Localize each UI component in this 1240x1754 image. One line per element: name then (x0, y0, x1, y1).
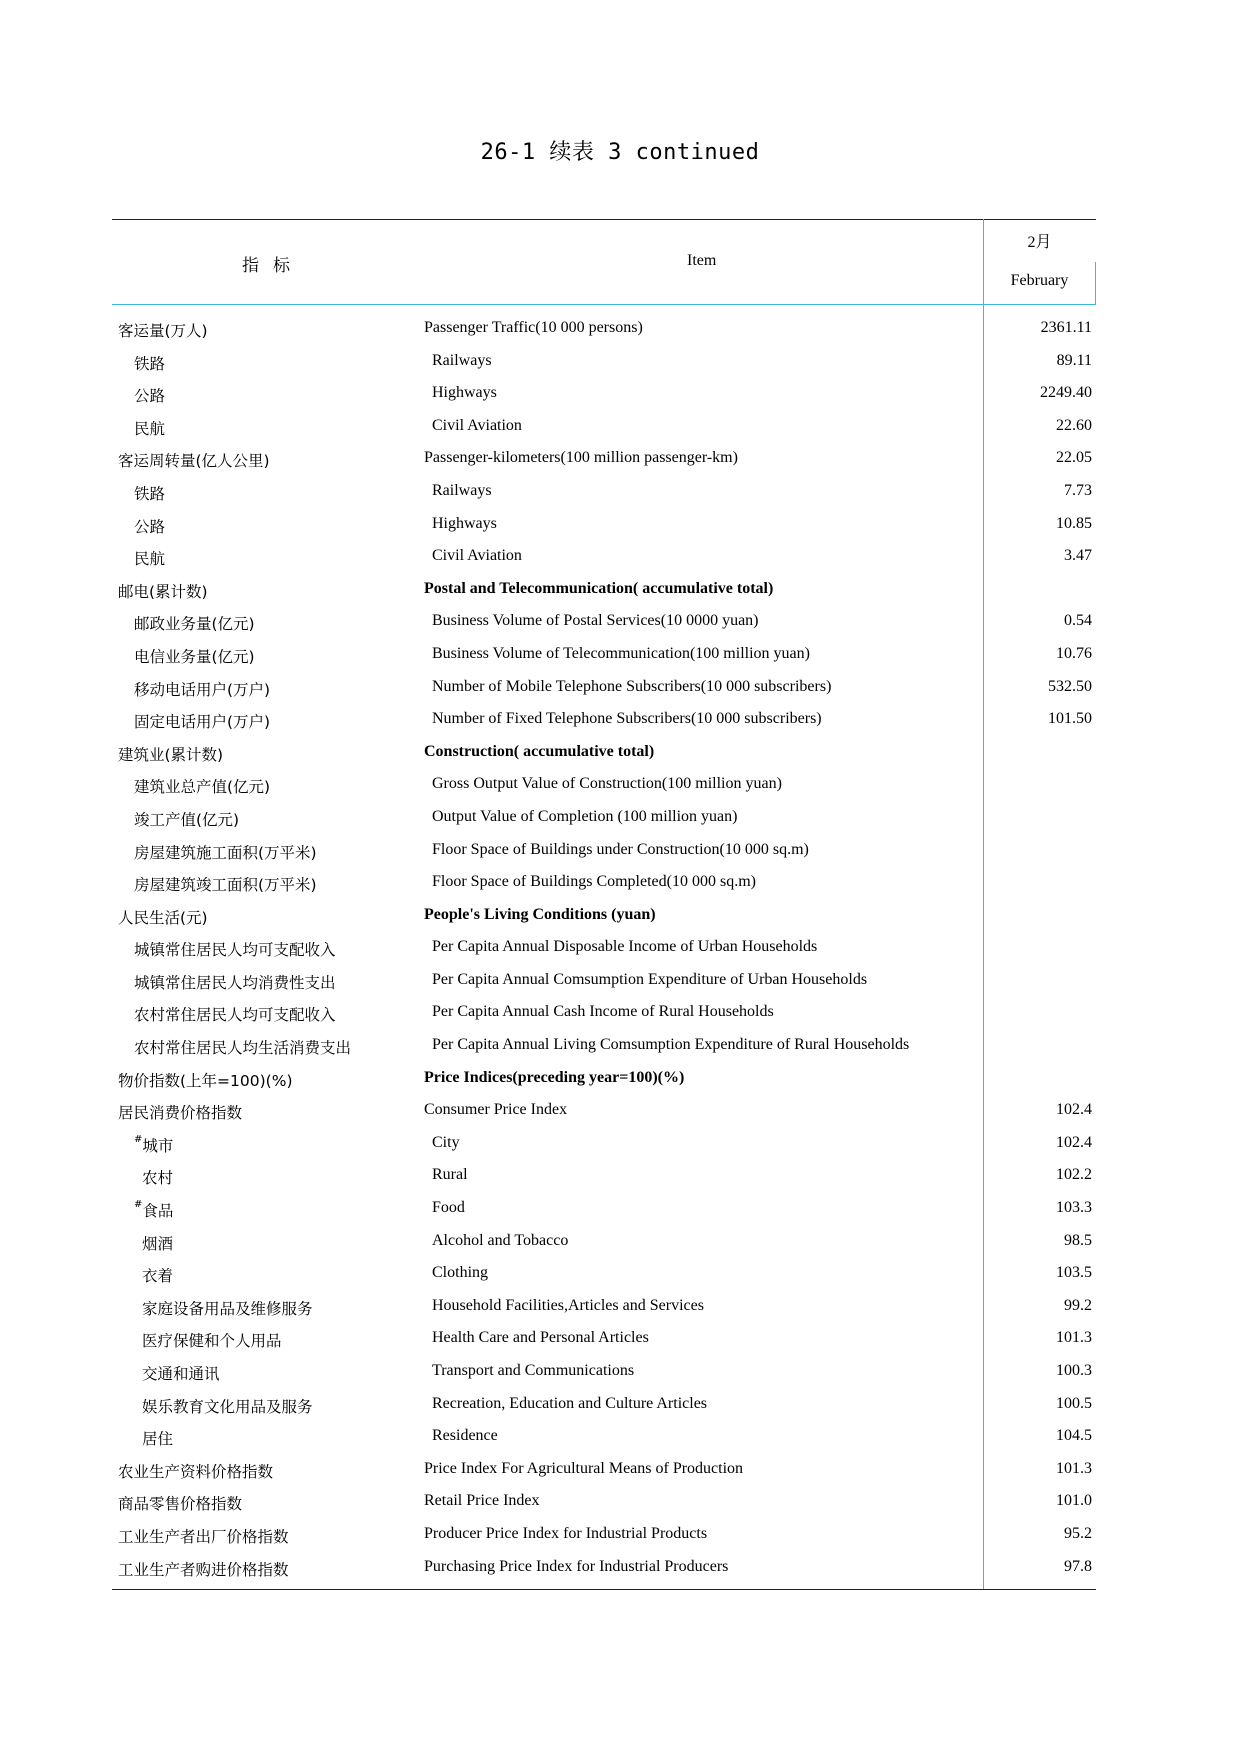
row-value: 100.3 (1056, 1362, 1092, 1379)
row-label-en: Retail Price Index (424, 1492, 540, 1510)
header-rule (112, 304, 1096, 305)
row-value: 95.2 (1064, 1524, 1092, 1542)
table-row (112, 1134, 1096, 1167)
row-label-zh: 城镇常住居民人均消费性支出 (134, 973, 336, 992)
row-label-en: Passenger Traffic(10 000 persons) (424, 319, 643, 336)
row-label-zh: 农业生产资料价格指数 (118, 1462, 274, 1481)
table-row (112, 1362, 1096, 1395)
row-label-en: Number of Mobile Telephone Subscribers(10 000 subscribers) (432, 677, 832, 695)
row-label-zh: 竣工产值(亿元) (134, 810, 240, 829)
table-row (112, 352, 1096, 385)
row-value: 103.3 (1056, 1199, 1092, 1217)
table-row (112, 938, 1096, 971)
row-value: 101.3 (1056, 1459, 1092, 1477)
row-label-en: Health Care and Personal Articles (432, 1329, 649, 1347)
table-row (112, 1297, 1096, 1330)
row-label-en: Transport and Communications (432, 1362, 635, 1379)
table-row (112, 547, 1096, 580)
row-label-en: Floor Space of Buildings Completed(10 000 sq.m) (432, 873, 756, 891)
row-label-en: Per Capita Annual Cash Income of Rural Households (432, 1003, 774, 1021)
row-label-zh: 公路 (134, 387, 166, 406)
table-row (112, 873, 1096, 906)
row-value: 97.8 (1064, 1557, 1092, 1575)
row-label-zh: 城镇常住居民人均可支配收入 (134, 941, 336, 960)
table-row (112, 1427, 1096, 1460)
row-label-en: Gross Output Value of Construction(100 million yuan) (432, 775, 782, 793)
row-label-zh: 建筑业(累计数) (118, 745, 224, 764)
table-row (112, 319, 1096, 352)
header-month-zh: 2月 (1027, 234, 1052, 251)
row-label-zh: 电信业务量(亿元) (134, 647, 255, 666)
row-label-en: Producer Price Index for Industrial Products (424, 1524, 708, 1542)
header-month-en: February (1010, 272, 1069, 289)
row-label-zh: 工业生产者购进价格指数 (118, 1560, 289, 1579)
header-item-en: Item (687, 252, 717, 269)
row-label-en: Alcohol and Tobacco (432, 1231, 569, 1249)
row-label-zh: 建筑业总产值(亿元) (134, 778, 271, 797)
table-row (112, 1492, 1096, 1525)
header-indicator-zh: 指标 (242, 256, 304, 275)
row-label-zh: 医疗保健和个人用品 (142, 1332, 282, 1351)
row-label-en: Price Indices(preceding year=100)(%) (424, 1068, 685, 1086)
row-label-en: Construction( accumulative total) (424, 742, 655, 760)
row-label-zh: 房屋建筑竣工面积(万平米) (134, 876, 317, 895)
row-label-en: Floor Space of Buildings under Construction(10 000 sq.m) (432, 840, 809, 858)
row-label-en: Food (432, 1199, 465, 1217)
row-label-zh: 衣着 (142, 1267, 174, 1286)
row-label-en: Civil Aviation (432, 547, 522, 565)
row-value: 2249.40 (1040, 384, 1092, 402)
row-label-en: Rural (432, 1166, 468, 1184)
table-row (112, 841, 1096, 874)
row-label-zh: 居住 (142, 1430, 174, 1449)
table-row (112, 1003, 1096, 1036)
row-label-zh: #城市 (134, 1133, 174, 1155)
row-label-en: People's Living Conditions (yuan) (424, 905, 656, 923)
row-value: 102.2 (1056, 1166, 1092, 1184)
row-value: 532.50 (1048, 677, 1092, 695)
table-row (112, 906, 1096, 939)
table-row (112, 1329, 1096, 1362)
row-label-zh: 铁路 (134, 484, 166, 503)
row-label-zh: 客运周转量(亿人公里) (118, 452, 270, 471)
table-bottom-rule (112, 1589, 1096, 1590)
row-label-zh: 铁路 (134, 354, 166, 373)
row-label-zh: #食品 (134, 1199, 174, 1221)
row-label-en: Passenger-kilometers(100 million passenger-km) (424, 449, 738, 467)
table-row (112, 1069, 1096, 1102)
row-value: 99.2 (1064, 1296, 1092, 1314)
table-row (112, 1460, 1096, 1493)
row-label-zh: 农村常住居民人均生活消费支出 (134, 1039, 352, 1058)
row-value: 3.47 (1064, 547, 1092, 565)
row-label-zh: 物价指数(上年=100)(%) (118, 1071, 293, 1090)
table-row (112, 482, 1096, 515)
row-value: 101.3 (1056, 1329, 1092, 1347)
row-value: 101.0 (1056, 1492, 1092, 1510)
row-label-en: City (432, 1133, 460, 1151)
row-value: 0.54 (1064, 612, 1092, 630)
row-label-zh: 交通和通讯 (142, 1365, 220, 1383)
row-label-zh: 人民生活(元) (118, 908, 208, 927)
table-row (112, 678, 1096, 711)
row-label-zh: 工业生产者出厂价格指数 (118, 1527, 289, 1546)
row-label-en: Highways (432, 384, 497, 402)
table-row (112, 645, 1096, 678)
row-label-en: Per Capita Annual Living Comsumption Expenditure of Rural Households (432, 1036, 910, 1054)
row-label-zh: 农村 (142, 1169, 174, 1188)
table-row (112, 1264, 1096, 1297)
row-label-zh: 居民消费价格指数 (118, 1104, 243, 1123)
row-value: 102.4 (1056, 1101, 1092, 1119)
table-row (112, 1395, 1096, 1428)
table-row (112, 515, 1096, 548)
row-value: 22.60 (1056, 416, 1092, 434)
table-row (112, 1232, 1096, 1265)
row-label-en: Consumer Price Index (424, 1101, 568, 1119)
table-row (112, 612, 1096, 645)
row-value: 100.5 (1056, 1394, 1092, 1412)
row-label-en: Civil Aviation (432, 416, 522, 434)
row-label-en: Clothing (432, 1264, 489, 1282)
row-label-zh: 商品零售价格指数 (118, 1495, 243, 1514)
row-label-en: Price Index For Agricultural Means of Production (424, 1459, 744, 1477)
row-label-en: Railways (432, 351, 492, 369)
row-value: 22.05 (1056, 449, 1092, 467)
row-label-zh: 邮电(累计数) (118, 582, 208, 601)
row-label-en: Recreation, Education and Culture Articles (432, 1394, 708, 1412)
table-row (112, 775, 1096, 808)
table-row (112, 808, 1096, 841)
row-label-en: Per Capita Annual Disposable Income of Urban Households (432, 938, 818, 956)
row-value: 102.4 (1056, 1133, 1092, 1151)
table-body (112, 319, 1096, 1590)
table-row (112, 384, 1096, 417)
row-value: 103.5 (1056, 1264, 1092, 1282)
row-value: 89.11 (1056, 351, 1092, 369)
row-label-zh: 民航 (134, 550, 166, 569)
table-row (112, 1166, 1096, 1199)
table-top-rule (112, 219, 1096, 220)
row-label-en: Business Volume of Telecommunication(100 million yuan) (432, 644, 810, 662)
row-label-zh: 房屋建筑施工面积(万平米) (134, 843, 317, 862)
table-row (112, 710, 1096, 743)
row-value: 10.85 (1056, 514, 1092, 532)
row-label-zh: 家庭设备用品及维修服务 (142, 1299, 313, 1318)
row-label-en: Postal and Telecommunication( accumulative total) (424, 579, 774, 597)
row-label-zh: 公路 (134, 517, 166, 536)
table-row (112, 971, 1096, 1004)
row-label-zh: 农村常住居民人均可支配收入 (134, 1006, 336, 1025)
row-value: 7.73 (1064, 481, 1092, 499)
row-label-zh: 固定电话用户(万户) (134, 713, 271, 732)
table-row (112, 417, 1096, 450)
table-row (112, 1525, 1096, 1558)
row-value: 10.76 (1056, 644, 1092, 662)
row-label-zh: 邮政业务量(亿元) (134, 615, 255, 634)
table-row (112, 580, 1096, 613)
row-label-en: Output Value of Completion (100 million yuan) (432, 807, 738, 825)
row-label-zh: 娱乐教育文化用品及服务 (142, 1397, 313, 1416)
row-value: 2361.11 (1040, 319, 1092, 336)
row-label-en: Per Capita Annual Comsumption Expenditure of Urban Households (432, 970, 868, 988)
row-label-zh: 移动电话用户(万户) (134, 680, 271, 699)
table-row (112, 449, 1096, 482)
row-label-en: Number of Fixed Telephone Subscribers(10 000 subscribers) (432, 710, 822, 728)
row-label-en: Purchasing Price Index for Industrial Producers (424, 1557, 729, 1575)
table-row (112, 1199, 1096, 1232)
row-label-en: Residence (432, 1427, 498, 1445)
table-row (112, 743, 1096, 776)
row-label-zh: 客运量(万人) (118, 322, 208, 340)
row-label-en: Business Volume of Postal Services(10 0000 yuan) (432, 612, 759, 630)
table-row (112, 1036, 1096, 1069)
row-label-en: Household Facilities,Articles and Services (432, 1296, 704, 1314)
table-row (112, 1558, 1096, 1591)
row-label-en: Railways (432, 481, 492, 499)
row-label-en: Highways (432, 514, 497, 532)
table-row (112, 1101, 1096, 1134)
row-label-zh: 民航 (134, 419, 166, 438)
row-value: 104.5 (1056, 1427, 1092, 1445)
row-value: 98.5 (1064, 1231, 1092, 1249)
row-label-zh: 烟酒 (142, 1234, 174, 1253)
row-value: 101.50 (1048, 710, 1092, 728)
page-title: 26-1 续表 3 continued (480, 140, 760, 165)
